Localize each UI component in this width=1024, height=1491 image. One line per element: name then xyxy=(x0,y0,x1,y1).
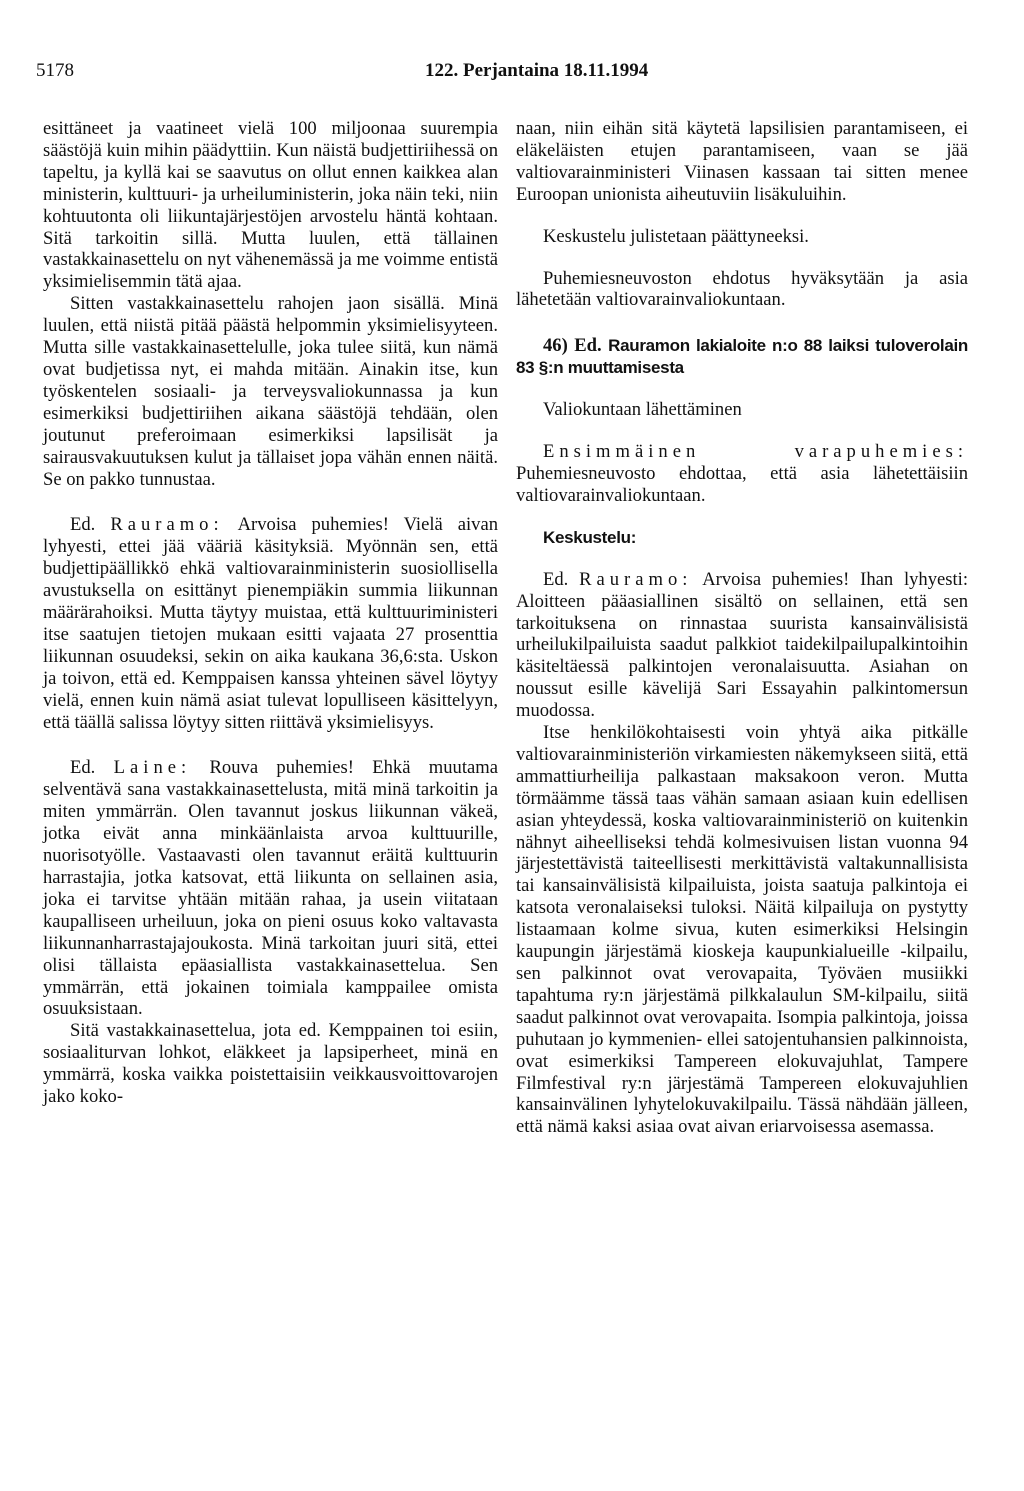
paragraph: naan, niin eihän sitä käytetä lapsilisien parantamiseen, ei eläkeläisten etujen parantamiseen, vaan se jää valtiovarainministeri Viinasen kassaan tai sitten menee Euroopan unionista aiheutuviin lisäkuluihin. xyxy=(516,118,968,205)
speech-text: Puhemiesneuvosto ehdottaa, että asia lähetettäisiin valtiovarainvaliokuntaan. xyxy=(516,462,968,506)
speech-rauramo xyxy=(516,569,968,722)
agenda-item-heading xyxy=(516,335,968,379)
paragraph: Puhemiesneuvoston ehdotus hyväksytään ja asia lähetetään valtiovarainvaliokuntaan. xyxy=(516,267,968,311)
page-header xyxy=(36,60,988,90)
speaker-name: Laine: xyxy=(113,757,192,779)
speech-laine xyxy=(43,757,498,1020)
paragraph: esittäneet ja vaatineet vielä 100 miljoonaa suurempia säästöjä kuin mihin päädyttiin. Kun näistä budjettiriihessä on tapeltu, ja kyllä kai se saavutus on ollut ennen kaikkea alan ministerin, kulttuuri- ja urheiluministerin, joka näin teki, niin kohtuutonta oli liikuntajärjestöjen arvostelu häntä kohtaan. Sitä tarkoitin sillä. Mutta luulen, että tällainen vastakkainasettelu on nyt vähenemässä ja me voimme entistä yksimielisemmin tätä ajaa. xyxy=(43,118,498,293)
speaker-name: Rauramo: xyxy=(579,568,693,590)
speech-text: Arvoisa puhemies! Ihan lyhyesti: Aloitteen pääasiallinen sisältö on sellainen, että sen tarkoituksena on rinnastaa suurista kansainvälisistä urheilukilpailuista saadut palkkiot taidekilpailupalkintoihin käsiteltäessä palkintojen veronalaisuutta. Asiahan on noussut esille kävelijä Sari Essayahin palkintomersun muodossa. xyxy=(516,568,968,722)
session-heading: 122. Perjantaina 18.11.1994 xyxy=(425,60,649,81)
discussion-heading: Keskustelu: xyxy=(543,527,637,547)
speaker-statement xyxy=(516,441,968,507)
speech-text: Rouva puhemies! Ehkä muutama selventävä sana vastakkainasettelusta, mitä minä tarkoitin ja miten ymmärrän. Olen tavannut joskus liikunnan väkeä, jotka eivät anna minkäänlaista arvoa kulttuurille, nuorisotyölle. Vastaavasti olen tavannut eräitä kulttuurin harrastajia, jotka katsovat, että liikunta on sellainen asia, joka ei tarvitse yhtään mitään rahaa, ja usein viitataan kaupalliseen urheiluun, joka on pieni osuus koko valtavasta liikunnanharrastajajoukosta. Minä tarkoitan juuri sitä, ettei olisi tällaista epäasiallista vastakkainasettelua. Sen ymmärrän, että jokainen toimiala kamppailee omista osuuksistaan. xyxy=(43,757,498,1020)
paragraph: Sitten vastakkainasettelu rahojen jaon sisällä. Minä luulen, että niistä pitää päästä helpommin yksimielisyyteen. Mutta sille vastakkainasettelulle, joka tulee siitä, kun nämä ovat budjetissa nyt, ei mahda mitään. Ainakin itse, kun työskentelen sosiaali- ja terveysvaliokunnassa ja kun esimerkiksi budjettiriihen aikana säästöjä tehdään, olen joutunut preferoimaan esimerkiksi lapsilisät ja sairausvakuutuksen kulut ja tällaiset jopa vähän ennen näitä. Se on pakko tunnustaa. xyxy=(43,293,498,490)
speaker-prefix: Ed. xyxy=(70,514,96,536)
referral-heading: Valiokuntaan lähettäminen xyxy=(543,399,742,421)
paragraph: Keskustelu julistetaan päättyneeksi. xyxy=(543,225,809,247)
right-column xyxy=(516,118,968,1138)
item-title: Rauramon lakialoite n:o 88 laiksi tuloverolain 83 §:n muuttamisesta xyxy=(516,336,969,378)
speaker-prefix: Ed. xyxy=(543,568,569,590)
paragraph: Sitä vastakkainasettelua, jota ed. Kemppainen toi esiin, sosiaaliturvan lohkot, eläkkeet ja lapsiperheet, minä en ymmärrä, koska vaikka poistettaisiin veikkausvoittovarojen jako koko- xyxy=(43,1020,498,1108)
speech-text: Arvoisa puhemies! Vielä aivan lyhyesti, ettei jää vääriä käsityksiä. Myönnän sen, että budjettipäällikkö ehkä valtiovarainministerin suosiollisella avustuksella on esittänyt pienempiäkin summia liikunnan määrärahoiksi. Mutta täytyy muistaa, että kulttuuriministeri itse saatujen tietojen mukaan esitti vajaata 27 prosenttia liikunnan osuudeksi, sekin on aika kaukana 36,6:sta. Uskon ja toivon, että ed. Kemppaisen kanssa yhteinen sävel löytyy vielä, ennen kuin nämä asiat tulevat lopulliseen käsittelyyn, että täällä salissa löytyy sitten riittävä yksimielisyys. xyxy=(43,514,499,733)
paragraph: Itse henkilökohtaisesti voin yhtyä aika pitkälle valtiovarainministeriön virkamiesten näkemykseen siitä, että ammattiurheilija palkastaan maksakoon veron. Mutta törmäämme tässä taas vähän samaan asiaan kuin edellisen asian yhteydessä, koska valtiovarainministeriö on kuitenkin nähnyt aiheelliseksi tehdä kolmesivuisen listan vuonna 94 järjestettävistä taiteellisesti merkittävistä valtakunnallisista tai kansainvälisistä kilpailuista, joista saatuja palkintoja ei katsota veronalaiseksi tuloksi. Näitä kilpailuja on pystytty listaamaan kolme sivua, kuten esimerkiksi Helsingin kaupungin järjestämä kioskeja kaupunkialueille -kilpailu, sen palkinnot ovat verovapaita, Työväen musiikki tapahtuma ry:n järjestämä pilkkalaulun SM-kilpailu, siitä saadut palkinnot ovat verovapaita. Isompia palkintoja, joissa puhutaan jo kymmenien- ellei satojentuhansien palkinnoista, ovat esimerkiksi Tampereen elokuvajuhlat, Tampere Filmfestival ry:n järjestämä Tampereen elokuvajuhlien kansainvälinen lyhytelokuvakilpailu. Tässä nähdään jälleen, että nämä kaksi asiaa ovat aivan eriarvoisessa asemassa. xyxy=(516,722,968,1138)
speaker-name: Rauramo: xyxy=(110,514,224,536)
item-number: 46) Ed. xyxy=(543,335,602,357)
speaker-name: Ensimmäinen varapuhemies: xyxy=(543,441,968,463)
page-number: 5178 xyxy=(36,60,74,81)
speaker-prefix: Ed. xyxy=(70,757,96,779)
left-column xyxy=(43,118,498,1108)
speech-rauramo xyxy=(43,514,498,733)
